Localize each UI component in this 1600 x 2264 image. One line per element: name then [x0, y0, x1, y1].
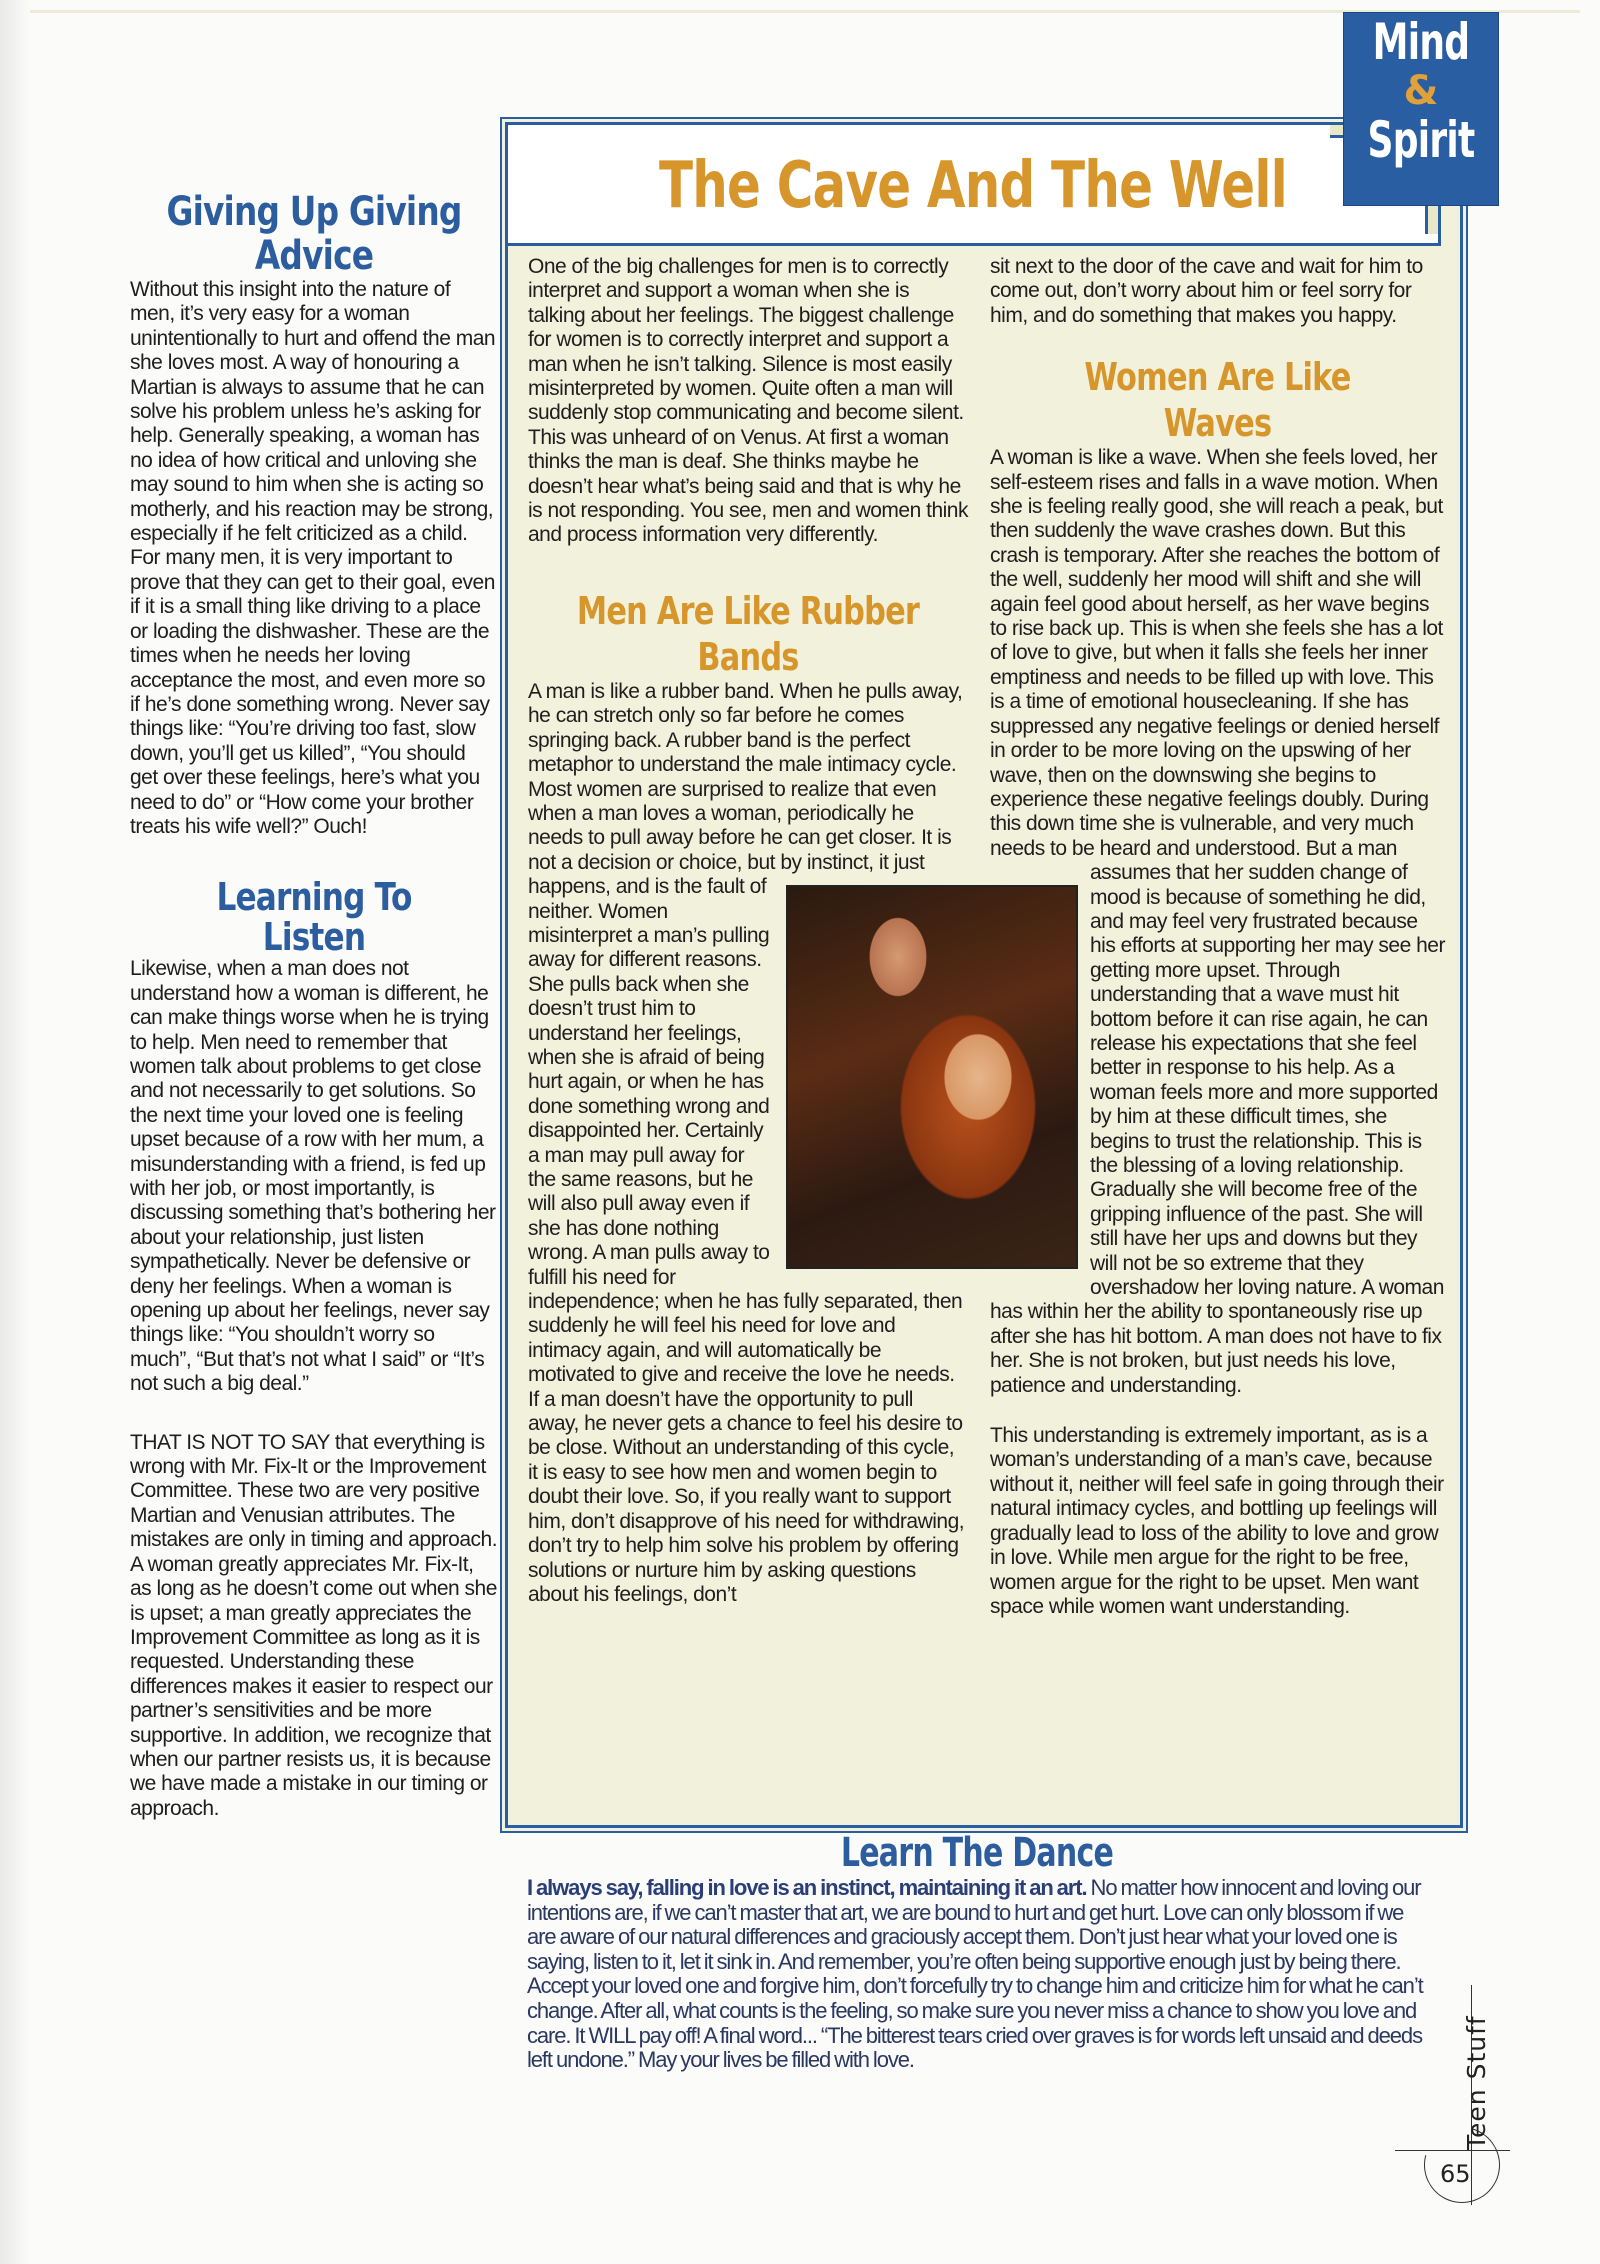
page-number: 65 — [1440, 2160, 1471, 2188]
paragraph: One of the big challenges for men is to correctly interpret and support a woman when she is talking about her feelings. The biggest challenge for women is to correctly interpret and support a man when he isn’t talking. Silence is most easily misinterpreted by women. Quite often a man will suddenly stop communicating and become silent. This was unheard of on Venus. At first a woman thinks the man is deaf. She thinks maybe he doesn’t hear what’s being said and that is why he is not responding. You see, men and women think and process information very differently. — [528, 255, 968, 547]
paragraph: THAT IS NOT TO SAY that everything is wrong with Mr. Fix-It or the Improvement Committee. These two are very positive Martian and Venusian attributes. The mistakes are only in timing and approach. A woman greatly appreciates Mr. Fix-It, as long as he doesn’t come out when she is upset; a man greatly appreciates the Improvement Committee as long as it is requested. Understanding these differences makes it easier to respect our partner’s sensitivities and be more supportive. In addition, we recognize that when our partner resists us, it is because we have made a mistake in our timing or approach. — [130, 1430, 498, 1820]
title-box — [508, 125, 1441, 246]
feature-column-left — [528, 255, 968, 1607]
dance-text — [527, 1876, 1427, 2073]
frame-connector — [1425, 204, 1441, 234]
badge-mind: Mind — [1372, 13, 1470, 71]
heading-rubber-bands: Men Are Like Rubber Bands — [576, 588, 920, 679]
section-badge — [1343, 12, 1499, 206]
feature-title: The Cave And The Well — [658, 149, 1288, 223]
dance-body: No matter how innocent and loving our intentions are, if we can’t master that art, we are bound to hurt and get hurt. Love can only blossom if we are aware of our natural differences and graciously accept them. Don’t just hear what your loved one is saying, listen to it, let it sink in. And remember, you’re often being supportive enough just by being there. Accept your loved one and forgive him, don’t forcefully try to change him and criticize him for what he can’t change. After all, what counts is the feeling, so make sure you never miss a chance to show you love and care. It WILL pay off! A final word... “The bitterest tears cried over graves is for words left unsaid and deeds left undone.” May your lives be filled with love. — [527, 1875, 1423, 2073]
paragraph: This understanding is extremely important, as is a woman’s understanding of a man’s cave, because without it, neither will feel safe in going through their natural intimacy cycles, and bottling up feelings will gradually lead to loss of the ability to love and grow in love. While men argue for the right to be free, women argue for the right to be upset. Men want space while women want understanding. — [990, 1424, 1444, 1618]
paragraph: A woman is like a wave. When she feels loved, her self-esteem rises and falls in a wave motion. When she is feeling really good, she will reach a peak, but then suddenly the wave crashes down. But this crash is temporary. After she reaches the bottom of the well, suddenly her mood will shift and she will again feel good about herself, as her wave begins to rise back up. This is when she feels she has a lot of love to give, but when it falls she feels her inner emptiness and needs to be filled up with love. This is a time of emotional housecleaning. If she has suppressed any negative feelings or denied herself in order to be more loving on the upswing of her wave, then on the downswing she begins to experience these negative feelings doubly. During this down time she is vulnerable, and very much needs to be heard and understood. But a man assumes that her sudden change of mood is because of something he did, and may feel very frustrated because his efforts at supporting her may see her getting more upset. Through understanding that a wave must hit bottom before it can rise again, he can release his expectations that she feel better in response to his help. As a woman feels more and more supported by him at these difficult times, she begins to trust the relationship. This is the blessing of a loving relationship. Gradually she will become free of the gripping influence of the past. She will still have her ups and downs but they will not be so extreme that they overshadow her loving nature. A woman has within her the ability to spontaneously rise up after she has hit bottom. A man does not have to fix her. She is not broken, but just needs his love, patience and understanding. — [990, 446, 1445, 1397]
paragraph: A man is like a rubber band. When he pulls away, he can stretch only so far before he comes springing back. A rubber band is the perfect metaphor to understand the male intimacy cycle. Most women are surprised to realize that even when a man loves a woman, periodically he needs to pull away before he can get closer. It is not a decision or choice, but by instinct, it just happens, and is the fault of neither. Women misinterpret a man’s pulling away for different reasons. She pulls back when she doesn’t trust him to understand her feelings, when she is afraid of being hurt again, or when he has done something wrong and disappointed her. Certainly a man may pull away for the same reasons, but he will also pull away even if she has done nothing wrong. A man pulls away to fulfill his need for independence; when he has fully separated, then suddenly he will feel his need for love and intimacy again, and will automatically be motivated to give and receive the love he needs. If a man doesn’t have the opportunity to pull away, he never gets a chance to feel his desire to be close. Without an understanding of this cycle, it is easy to see how men and women begin to doubt their love. So, if you really want to support him, don’t disapprove of his need for withdrawing, don’t try to help him solve his problem by offering solutions or nurture him by asking questions about his feelings, don’t — [528, 679, 965, 1606]
heading-giving-up-advice: Giving Up Giving Advice — [166, 189, 462, 279]
feature-frame — [505, 122, 1463, 1828]
paragraph: sit next to the door of the cave and wait for him to come out, don’t worry about him or feel sorry for him, and do something that makes you happy. — [990, 255, 1423, 327]
photo-wrap-space — [990, 885, 1090, 1285]
paragraph: Without this insight into the nature of men, it’s very easy for a woman unintentionally to hurt and offend the man she loves most. A way of honouring a Martian is always to assume that he can solve his problem unless he’s asking for help. Generally speaking, a woman has no idea of how critical and unloving she may sound to him when she is acting so motherly, and his reaction may be strong, especially if he felt criticized as a child. For many men, it is very important to prove that they can get to their goal, even if it is a small thing like driving to a place or loading the dishwasher. These are the times when he needs her loving acceptance the most, and even more so if he’s done something wrong. Never say things like: “You’re driving too fast, slow down, you’ll get us killed”, “You should get over these feelings, here’s what you need to do” or “How come your brother treats his wife well?” Ouch! — [130, 278, 496, 838]
heading-learning-to-listen: Learning To Listen — [216, 875, 412, 960]
heading-waves: Women Are Like Waves — [1084, 355, 1351, 446]
badge-ampersand: & — [1403, 68, 1439, 114]
badge-spirit: Spirit — [1367, 111, 1475, 169]
page-edge-shadow — [0, 0, 30, 2264]
paragraph: Likewise, when a man does not understand how a woman is different, he can make things worse when he is trying to help. Men need to remember that women talk about problems to get close and not necessarily to get solutions. So the next time your loved one is feeling upset because of a row with her mum, a misunderstanding with a friend, is fed up with her job, or most importantly, is discussing something that’s bothering her about your relationship, just listen sympathetically. Never be defensive or deny her feelings. When a woman is opening up about her feelings, never say things like: “You shouldn’t worry so much”, “But that’s not what I said” or “It’s not such a big deal.” — [130, 957, 496, 1396]
dance-lead: I always say, falling in love is an instinct, maintaining it an art. — [527, 1875, 1087, 1900]
heading-learn-the-dance: Learn The Dance — [840, 1830, 1114, 1876]
feature-column-right — [990, 255, 1445, 1619]
learn-the-dance-section — [527, 1830, 1427, 2073]
sidebar-column — [130, 190, 498, 1821]
section-name: Teen Stuff — [1462, 2015, 1491, 2150]
